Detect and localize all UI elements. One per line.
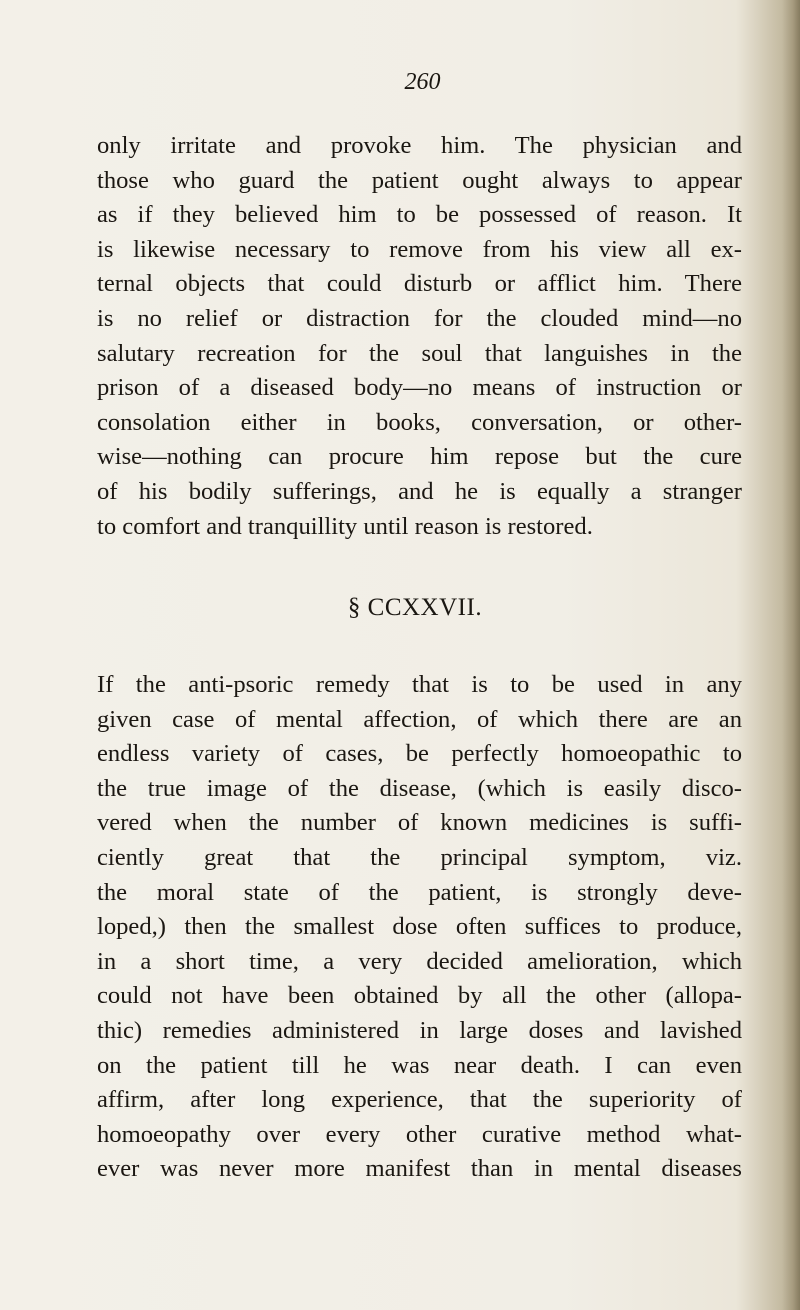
paragraph-1	[97, 129, 742, 544]
text-line: given case of mental affection, of which there are an	[97, 705, 742, 733]
text-line: to comfort and tranquillity until reason is restored.	[97, 512, 593, 540]
text-line: in a short time, a very decided amelioration, which	[97, 947, 742, 975]
text-line: wise—nothing can procure him repose but the cure	[97, 443, 742, 471]
text-line: ever was never more manifest than in mental diseases	[97, 1155, 742, 1183]
text-line: those who guard the patient ought always to appear	[97, 166, 742, 194]
section-heading: § CCXXVII.	[347, 594, 483, 621]
text-line: salutary recreation for the soul that languishes in the	[97, 339, 742, 367]
text-line: on the patient till he was near death. I can even	[97, 1051, 742, 1079]
page-number: 260	[404, 69, 441, 95]
text-line: ternal objects that could disturb or afflict him. There	[97, 270, 742, 298]
text-line: is likewise necessary to remove from his view all ex-	[97, 235, 742, 263]
paragraph-2	[97, 668, 742, 1187]
text-line: only irritate and provoke him. The physician and	[97, 132, 742, 159]
text-line: could not have been obtained by all the other (allopa-	[97, 982, 742, 1010]
text-line: the moral state of the patient, is strongly deve-	[97, 878, 742, 906]
text-line: vered when the number of known medicines is suffi-	[97, 809, 742, 837]
text-line: affirm, after long experience, that the superiority of	[97, 1086, 742, 1114]
text-line: as if they believed him to be possessed of reason. It	[97, 201, 742, 229]
text-line: of his bodily sufferings, and he is equally a stranger	[97, 477, 742, 505]
page-edge-shadow	[782, 0, 800, 1310]
text-line: is no relief or distraction for the clouded mind—no	[97, 304, 742, 332]
text-line: the true image of the disease, (which is easily disco-	[97, 774, 742, 802]
text-line: endless variety of cases, be perfectly homoeopathic to	[97, 740, 742, 768]
text-line: loped,) then the smallest dose often suffices to produce,	[97, 913, 742, 941]
text-line: consolation either in books, conversation, or other-	[97, 408, 742, 436]
text-line: If the anti-psoric remedy that is to be used in any	[97, 671, 742, 698]
text-line: thic) remedies administered in large doses and lavished	[97, 1016, 742, 1044]
text-line: ciently great that the principal symptom, viz.	[97, 843, 742, 871]
text-line: homoeopathy over every other curative method what-	[97, 1120, 742, 1148]
text-line: prison of a diseased body—no means of instruction or	[97, 374, 742, 402]
